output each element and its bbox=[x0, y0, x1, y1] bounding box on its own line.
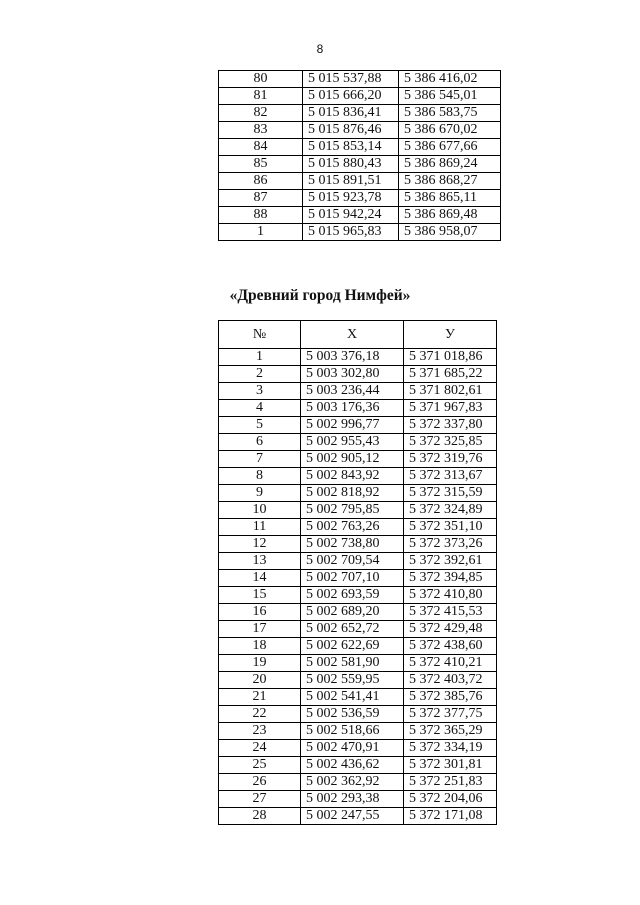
table-row bbox=[219, 400, 497, 417]
header-number: № bbox=[219, 321, 301, 349]
table-row bbox=[219, 672, 497, 689]
table-row bbox=[219, 434, 497, 451]
point-number-cell: 22 bbox=[219, 706, 301, 723]
header-x: Х bbox=[301, 321, 404, 349]
table-row bbox=[219, 71, 501, 88]
point-number-cell: 16 bbox=[219, 604, 301, 621]
table-row bbox=[219, 621, 497, 638]
x-coordinate-cell: 5 015 876,46 bbox=[303, 122, 399, 139]
point-number-cell: 80 bbox=[219, 71, 303, 88]
x-coordinate-cell: 5 002 818,92 bbox=[301, 485, 404, 502]
point-number-cell: 15 bbox=[219, 587, 301, 604]
y-coordinate-cell: 5 372 301,81 bbox=[404, 757, 497, 774]
table-row bbox=[219, 349, 497, 366]
page-number: 8 bbox=[316, 42, 324, 56]
coordinates-table-continued bbox=[218, 70, 501, 241]
y-coordinate-cell: 5 372 373,26 bbox=[404, 536, 497, 553]
x-coordinate-cell: 5 015 880,43 bbox=[303, 156, 399, 173]
point-number-cell: 20 bbox=[219, 672, 301, 689]
y-coordinate-cell: 5 371 967,83 bbox=[404, 400, 497, 417]
table-row bbox=[219, 519, 497, 536]
header-y: У bbox=[404, 321, 497, 349]
x-coordinate-cell: 5 002 293,38 bbox=[301, 791, 404, 808]
point-number-cell: 7 bbox=[219, 451, 301, 468]
x-coordinate-cell: 5 015 666,20 bbox=[303, 88, 399, 105]
x-coordinate-cell: 5 015 965,83 bbox=[303, 224, 399, 241]
table-row bbox=[219, 553, 497, 570]
y-coordinate-cell: 5 372 251,83 bbox=[404, 774, 497, 791]
y-coordinate-cell: 5 386 545,01 bbox=[399, 88, 501, 105]
x-coordinate-cell: 5 002 905,12 bbox=[301, 451, 404, 468]
x-coordinate-cell: 5 002 470,91 bbox=[301, 740, 404, 757]
table-row bbox=[219, 723, 497, 740]
y-coordinate-cell: 5 371 018,86 bbox=[404, 349, 497, 366]
x-coordinate-cell: 5 002 436,62 bbox=[301, 757, 404, 774]
x-coordinate-cell: 5 002 709,54 bbox=[301, 553, 404, 570]
table-row bbox=[219, 570, 497, 587]
table-row bbox=[219, 689, 497, 706]
table-row bbox=[219, 791, 497, 808]
x-coordinate-cell: 5 003 236,44 bbox=[301, 383, 404, 400]
table-row bbox=[219, 366, 497, 383]
point-number-cell: 1 bbox=[219, 224, 303, 241]
x-coordinate-cell: 5 002 622,69 bbox=[301, 638, 404, 655]
table-row bbox=[219, 383, 497, 400]
section-title: «Древний город Нимфей» bbox=[229, 287, 411, 304]
y-coordinate-cell: 5 386 869,48 bbox=[399, 207, 501, 224]
x-coordinate-cell: 5 003 302,80 bbox=[301, 366, 404, 383]
y-coordinate-cell: 5 372 438,60 bbox=[404, 638, 497, 655]
table-header-row bbox=[219, 321, 497, 349]
y-coordinate-cell: 5 371 802,61 bbox=[404, 383, 497, 400]
table-row bbox=[219, 638, 497, 655]
point-number-cell: 84 bbox=[219, 139, 303, 156]
table-row bbox=[219, 139, 501, 156]
table-row bbox=[219, 417, 497, 434]
table-row bbox=[219, 173, 501, 190]
point-number-cell: 21 bbox=[219, 689, 301, 706]
y-coordinate-cell: 5 372 365,29 bbox=[404, 723, 497, 740]
x-coordinate-cell: 5 015 891,51 bbox=[303, 173, 399, 190]
y-coordinate-cell: 5 372 392,61 bbox=[404, 553, 497, 570]
x-coordinate-cell: 5 002 763,26 bbox=[301, 519, 404, 536]
table-row bbox=[219, 808, 497, 825]
y-coordinate-cell: 5 372 171,08 bbox=[404, 808, 497, 825]
point-number-cell: 14 bbox=[219, 570, 301, 587]
point-number-cell: 26 bbox=[219, 774, 301, 791]
x-coordinate-cell: 5 002 518,66 bbox=[301, 723, 404, 740]
x-coordinate-cell: 5 015 537,88 bbox=[303, 71, 399, 88]
x-coordinate-cell: 5 002 536,59 bbox=[301, 706, 404, 723]
y-coordinate-cell: 5 372 334,19 bbox=[404, 740, 497, 757]
point-number-cell: 2 bbox=[219, 366, 301, 383]
point-number-cell: 88 bbox=[219, 207, 303, 224]
x-coordinate-cell: 5 002 693,59 bbox=[301, 587, 404, 604]
y-coordinate-cell: 5 372 313,67 bbox=[404, 468, 497, 485]
x-coordinate-cell: 5 002 707,10 bbox=[301, 570, 404, 587]
y-coordinate-cell: 5 386 583,75 bbox=[399, 105, 501, 122]
y-coordinate-cell: 5 386 677,66 bbox=[399, 139, 501, 156]
point-number-cell: 8 bbox=[219, 468, 301, 485]
point-number-cell: 86 bbox=[219, 173, 303, 190]
table-row bbox=[219, 88, 501, 105]
point-number-cell: 12 bbox=[219, 536, 301, 553]
point-number-cell: 1 bbox=[219, 349, 301, 366]
y-coordinate-cell: 5 372 377,75 bbox=[404, 706, 497, 723]
point-number-cell: 18 bbox=[219, 638, 301, 655]
table-row bbox=[219, 207, 501, 224]
x-coordinate-cell: 5 015 853,14 bbox=[303, 139, 399, 156]
point-number-cell: 10 bbox=[219, 502, 301, 519]
y-coordinate-cell: 5 372 415,53 bbox=[404, 604, 497, 621]
y-coordinate-cell: 5 386 958,07 bbox=[399, 224, 501, 241]
table-row bbox=[219, 587, 497, 604]
point-number-cell: 25 bbox=[219, 757, 301, 774]
y-coordinate-cell: 5 386 868,27 bbox=[399, 173, 501, 190]
x-coordinate-cell: 5 002 689,20 bbox=[301, 604, 404, 621]
point-number-cell: 27 bbox=[219, 791, 301, 808]
point-number-cell: 87 bbox=[219, 190, 303, 207]
table-row bbox=[219, 604, 497, 621]
x-coordinate-cell: 5 002 996,77 bbox=[301, 417, 404, 434]
y-coordinate-cell: 5 386 416,02 bbox=[399, 71, 501, 88]
x-coordinate-cell: 5 015 942,24 bbox=[303, 207, 399, 224]
point-number-cell: 83 bbox=[219, 122, 303, 139]
y-coordinate-cell: 5 371 685,22 bbox=[404, 366, 497, 383]
y-coordinate-cell: 5 386 865,11 bbox=[399, 190, 501, 207]
x-coordinate-cell: 5 002 738,80 bbox=[301, 536, 404, 553]
point-number-cell: 23 bbox=[219, 723, 301, 740]
coordinates-table-body bbox=[219, 71, 501, 241]
table-row bbox=[219, 468, 497, 485]
point-number-cell: 6 bbox=[219, 434, 301, 451]
point-number-cell: 82 bbox=[219, 105, 303, 122]
x-coordinate-cell: 5 003 376,18 bbox=[301, 349, 404, 366]
point-number-cell: 13 bbox=[219, 553, 301, 570]
point-number-cell: 24 bbox=[219, 740, 301, 757]
x-coordinate-cell: 5 002 559,95 bbox=[301, 672, 404, 689]
coordinates-table-nymphaeum bbox=[218, 320, 497, 825]
x-coordinate-cell: 5 002 843,92 bbox=[301, 468, 404, 485]
table-row bbox=[219, 122, 501, 139]
table-row bbox=[219, 536, 497, 553]
y-coordinate-cell: 5 372 403,72 bbox=[404, 672, 497, 689]
x-coordinate-cell: 5 002 541,41 bbox=[301, 689, 404, 706]
x-coordinate-cell: 5 002 795,85 bbox=[301, 502, 404, 519]
table-row bbox=[219, 655, 497, 672]
table-row bbox=[219, 706, 497, 723]
x-coordinate-cell: 5 002 362,92 bbox=[301, 774, 404, 791]
coordinates-table-body bbox=[219, 349, 497, 825]
y-coordinate-cell: 5 372 394,85 bbox=[404, 570, 497, 587]
table-row bbox=[219, 502, 497, 519]
y-coordinate-cell: 5 372 429,48 bbox=[404, 621, 497, 638]
x-coordinate-cell: 5 002 652,72 bbox=[301, 621, 404, 638]
table-row bbox=[219, 224, 501, 241]
y-coordinate-cell: 5 372 319,76 bbox=[404, 451, 497, 468]
y-coordinate-cell: 5 386 869,24 bbox=[399, 156, 501, 173]
point-number-cell: 81 bbox=[219, 88, 303, 105]
point-number-cell: 11 bbox=[219, 519, 301, 536]
point-number-cell: 3 bbox=[219, 383, 301, 400]
x-coordinate-cell: 5 015 836,41 bbox=[303, 105, 399, 122]
x-coordinate-cell: 5 002 581,90 bbox=[301, 655, 404, 672]
table-row bbox=[219, 485, 497, 502]
y-coordinate-cell: 5 372 337,80 bbox=[404, 417, 497, 434]
table-row bbox=[219, 740, 497, 757]
y-coordinate-cell: 5 372 410,21 bbox=[404, 655, 497, 672]
table-row bbox=[219, 105, 501, 122]
x-coordinate-cell: 5 002 247,55 bbox=[301, 808, 404, 825]
x-coordinate-cell: 5 003 176,36 bbox=[301, 400, 404, 417]
x-coordinate-cell: 5 015 923,78 bbox=[303, 190, 399, 207]
y-coordinate-cell: 5 372 385,76 bbox=[404, 689, 497, 706]
x-coordinate-cell: 5 002 955,43 bbox=[301, 434, 404, 451]
point-number-cell: 19 bbox=[219, 655, 301, 672]
y-coordinate-cell: 5 372 324,89 bbox=[404, 502, 497, 519]
point-number-cell: 85 bbox=[219, 156, 303, 173]
y-coordinate-cell: 5 372 351,10 bbox=[404, 519, 497, 536]
point-number-cell: 4 bbox=[219, 400, 301, 417]
table-row bbox=[219, 451, 497, 468]
table-row bbox=[219, 774, 497, 791]
point-number-cell: 17 bbox=[219, 621, 301, 638]
table-row bbox=[219, 757, 497, 774]
y-coordinate-cell: 5 372 410,80 bbox=[404, 587, 497, 604]
y-coordinate-cell: 5 372 315,59 bbox=[404, 485, 497, 502]
y-coordinate-cell: 5 372 204,06 bbox=[404, 791, 497, 808]
y-coordinate-cell: 5 386 670,02 bbox=[399, 122, 501, 139]
table-row bbox=[219, 156, 501, 173]
point-number-cell: 9 bbox=[219, 485, 301, 502]
y-coordinate-cell: 5 372 325,85 bbox=[404, 434, 497, 451]
table-row bbox=[219, 190, 501, 207]
point-number-cell: 5 bbox=[219, 417, 301, 434]
point-number-cell: 28 bbox=[219, 808, 301, 825]
